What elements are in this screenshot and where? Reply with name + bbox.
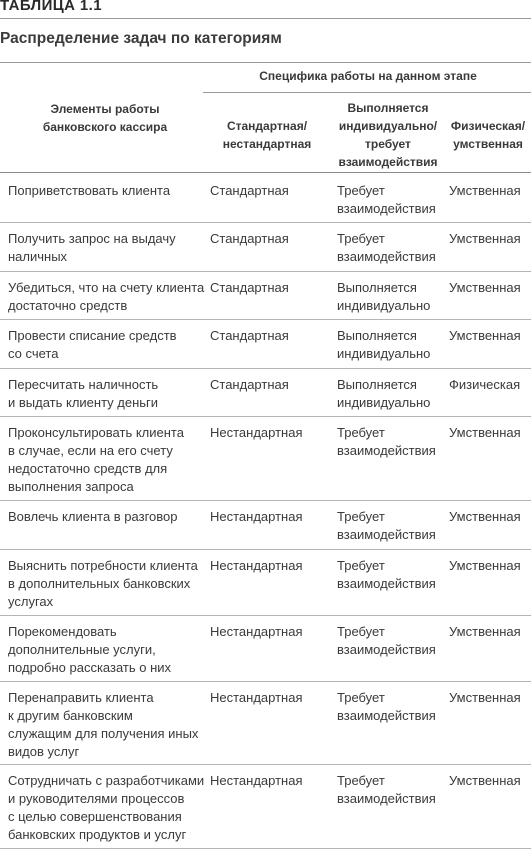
cell-task: Получить запрос на выдачу наличных bbox=[8, 231, 176, 264]
row-separator bbox=[0, 764, 531, 765]
row-separator bbox=[0, 500, 531, 501]
header-standard: Стандартная/ нестандартная bbox=[222, 119, 312, 151]
cell-physical: Умственная bbox=[449, 280, 521, 295]
cell-individual: Требует взаимодействия bbox=[337, 231, 436, 264]
row-separator bbox=[0, 222, 531, 223]
cell-standard: Нестандартная bbox=[210, 558, 303, 573]
cell-physical: Умственная bbox=[449, 231, 521, 246]
header-bottom-rule bbox=[0, 172, 531, 173]
cell-standard: Нестандартная bbox=[210, 690, 303, 705]
cell-standard: Нестандартная bbox=[210, 509, 303, 524]
cell-individual: Требует взаимодействия bbox=[337, 558, 436, 591]
header-individual: Выполняется индивидуально/ требует взаимодействия bbox=[338, 101, 438, 169]
header-physical: Физическая/ умственная bbox=[450, 119, 526, 151]
row-separator bbox=[0, 368, 531, 369]
table-title: Распределение задач по категориям bbox=[0, 30, 282, 47]
cell-physical: Умственная bbox=[449, 624, 521, 639]
header-task-elements: Элементы работы банковского кассира bbox=[42, 102, 168, 134]
cell-physical: Умственная bbox=[449, 773, 521, 788]
cell-physical: Умственная bbox=[449, 183, 521, 198]
cell-individual: Требует взаимодействия bbox=[337, 509, 436, 542]
cell-task: Убедиться, что на счету клиента достаточно средств bbox=[8, 280, 205, 313]
cell-individual: Выполняется индивидуально bbox=[337, 328, 431, 361]
cell-task: Поприветствовать клиента bbox=[8, 183, 171, 198]
cell-individual: Требует взаимодействия bbox=[337, 624, 436, 657]
row-separator bbox=[0, 271, 531, 272]
cell-physical: Умственная bbox=[449, 509, 521, 524]
cell-individual: Требует взаимодействия bbox=[337, 773, 436, 806]
cell-individual: Выполняется индивидуально bbox=[337, 280, 431, 313]
cell-standard: Стандартная bbox=[210, 183, 289, 198]
cell-individual: Требует взаимодействия bbox=[337, 183, 436, 216]
cell-physical: Умственная bbox=[449, 558, 521, 573]
table-number: ТАБЛИЦА 1.1 bbox=[0, 0, 102, 14]
cell-standard: Нестандартная bbox=[210, 624, 303, 639]
top-rule bbox=[0, 18, 531, 19]
cell-standard: Стандартная bbox=[210, 328, 289, 343]
cell-physical: Умственная bbox=[449, 690, 521, 705]
cell-task: Выяснить потребности клиента в дополнительных банковских услугах bbox=[8, 558, 198, 609]
cell-standard: Нестандартная bbox=[210, 773, 303, 788]
cell-task: Сотрудничать с разработчиками и руководителями процессов с целью совершенствования банковских продуктов и услуг bbox=[8, 773, 205, 842]
row-separator bbox=[0, 848, 531, 849]
row-separator bbox=[0, 549, 531, 550]
cell-physical: Физическая bbox=[449, 377, 521, 392]
cell-individual: Требует взаимодействия bbox=[337, 690, 436, 723]
cell-task: Порекомендовать дополнительные услуги, подробно рассказать о них bbox=[8, 624, 172, 675]
cell-standard: Стандартная bbox=[210, 280, 289, 295]
cell-task: Вовлечь клиента в разговор bbox=[8, 509, 178, 524]
cell-standard: Стандартная bbox=[210, 231, 289, 246]
row-separator bbox=[0, 319, 531, 320]
row-separator bbox=[0, 416, 531, 417]
row-separator bbox=[0, 681, 531, 682]
header-group-rule bbox=[203, 92, 531, 93]
row-separator bbox=[0, 615, 531, 616]
cell-standard: Стандартная bbox=[210, 377, 289, 392]
cell-task: Перенаправить клиента к другим банковским служащим для получения иных видов услуг bbox=[8, 690, 199, 759]
cell-task: Пересчитать наличность и выдать клиенту деньги bbox=[8, 377, 159, 410]
cell-task: Проконсультировать клиента в случае, если на его счету недостаточно средств для выполнения запроса bbox=[8, 425, 184, 494]
cell-physical: Умственная bbox=[449, 425, 521, 440]
header-top-rule bbox=[0, 62, 531, 63]
cell-task: Провести списание средств со счета bbox=[8, 328, 177, 361]
cell-standard: Нестандартная bbox=[210, 425, 303, 440]
cell-individual: Требует взаимодействия bbox=[337, 425, 436, 458]
header-group-specifics: Специфика работы на данном этапе bbox=[259, 69, 477, 83]
cell-individual: Выполняется индивидуально bbox=[337, 377, 431, 410]
cell-physical: Умственная bbox=[449, 328, 521, 343]
